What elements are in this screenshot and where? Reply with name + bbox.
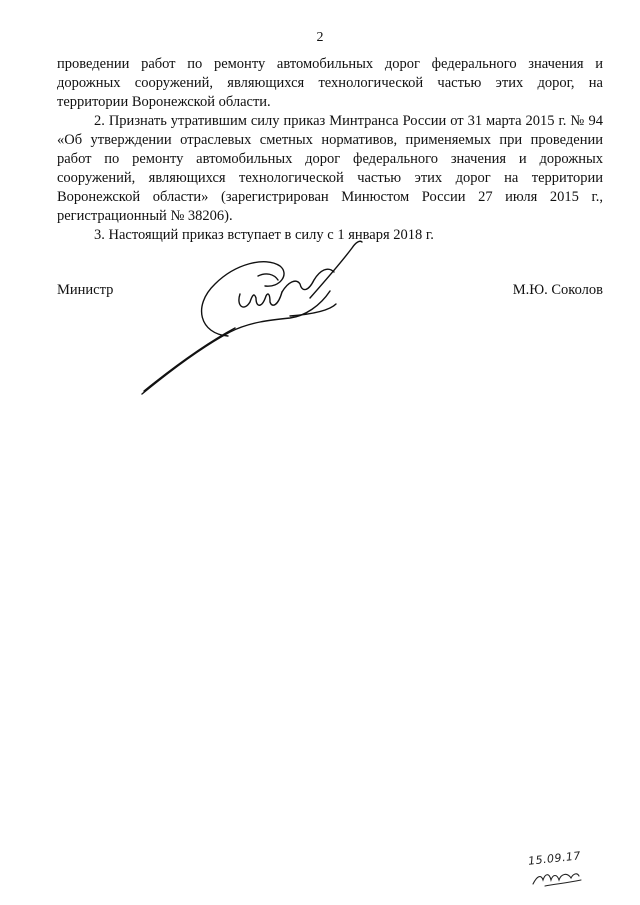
paragraph-item-3: 3. Настоящий приказ вступает в силу с 1 января 2018 г. bbox=[94, 227, 434, 243]
paragraph-item-2: 2. Признать утратившим силу приказ Минтранса России от 31 марта 2015 г. № 94 «Об утверждении отраслевых сметных нормативов, применяемых при проведении работ по ремонту автомобильных дорог федерального значения и дорожных сооружений, являющихся технологической частью этих дорог на территории Воронежской области» (зарегистрирован Минюстом России 27 июля 2015 г., регистрационный № 38206). bbox=[57, 113, 603, 224]
signatory-position: Министр bbox=[57, 282, 114, 298]
handwritten-signature bbox=[140, 236, 370, 401]
paragraph-continuation: проведении работ по ремонту автомобильных дорог федерального значения и дорожных сооружений, являющихся технологической частью этих дорог, на территории Воронежской области. bbox=[57, 56, 603, 110]
signatory-name: М.Ю. Соколов bbox=[512, 282, 603, 298]
handwritten-date: 15.09.17 bbox=[527, 849, 582, 868]
page-number: 2 bbox=[316, 30, 324, 45]
document-body bbox=[57, 55, 603, 245]
